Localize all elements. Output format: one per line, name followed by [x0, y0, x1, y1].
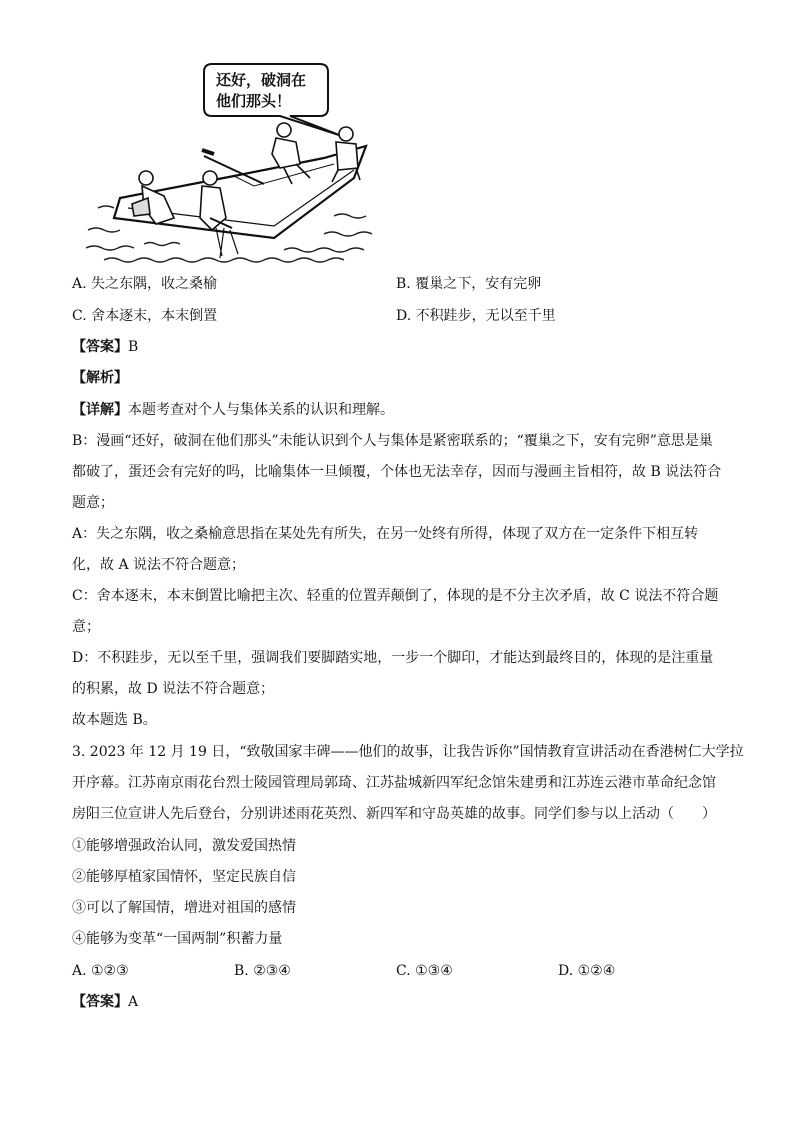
q3-answer-value: A	[128, 994, 139, 1010]
detail-text: 本题考查对个人与集体关系的认识和理解。	[128, 402, 394, 418]
q3-option-b: B. ②③④	[234, 963, 291, 979]
speech-bubble	[204, 64, 342, 136]
statement-2: ②能够厚植家国情怀，坚定民族自信	[72, 869, 296, 885]
option-d: D. 不积跬步，无以至千里	[396, 308, 556, 324]
conclusion-line: 故本题选 B。	[72, 712, 157, 728]
speech-text-line-2: 他们那头！	[216, 92, 292, 110]
cartoon-illustration	[84, 58, 380, 266]
analysis-line	[72, 368, 128, 388]
option-c: C. 舍本逐末，本末倒置	[72, 308, 218, 324]
analysis-paragraph-line: A：失之东隅，收之桑榆意思指在某处先有所失，在另一处终有所得，体现了双方在一定条件下相互转	[72, 526, 699, 542]
detail-line	[72, 400, 394, 420]
q3-answer-tag: 【答案】	[72, 994, 128, 1010]
answer-tag: 【答案】	[72, 339, 128, 355]
analysis-paragraph-line: 的积累，故 D 说法不符合题意；	[72, 681, 275, 697]
analysis-paragraph-line: 化，故 A 说法不符合题意；	[72, 557, 246, 573]
speech-text-line-1: 还好，破洞在	[216, 71, 307, 89]
q3-answer-line	[72, 992, 138, 1012]
analysis-paragraph-line: 题意；	[72, 495, 114, 511]
analysis-tag: 【解析】	[72, 370, 128, 386]
answer-line	[72, 337, 138, 357]
q3-option-c: C. ①③④	[396, 963, 453, 979]
analysis-paragraph-line: C：舍本逐末，本末倒置比喻把主次、轻重的位置弄颠倒了，体现的是不分主次矛盾，故 C 说法不符合题	[72, 588, 719, 604]
statement-1: ①能够增强政治认同，激发爱国热情	[72, 838, 296, 854]
question-3-stem: 3. 2023 年 12 月 19 日，“致敬国家丰碑——他们的故事，让我告诉你”国情教育宣讲活动在香港树仁大学拉	[72, 744, 744, 760]
question-3-stem: 房阳三位宣讲人先后登台，分别讲述雨花英烈、新四军和守岛英雄的故事。同学们参与以上活动（ ）	[72, 806, 716, 822]
question-3-stem: 开序幕。江苏南京雨花台烈士陵园管理局郭琦、江苏盐城新四军纪念馆朱建勇和江苏连云港市革命纪念馆	[72, 775, 716, 791]
analysis-paragraph-line: 意；	[72, 619, 100, 635]
option-a: A. 失之东隅，收之桑榆	[72, 276, 218, 292]
analysis-paragraph-line: B：漫画“还好，破洞在他们那头”未能认识到个人与集体是紧密联系的；“覆巢之下，安有完卵”意思是巢	[72, 433, 713, 449]
analysis-paragraph-line: 都破了，蛋还会有完好的吗，比喻集体一旦倾覆，个体也无法幸存，因而与漫画主旨相符，故 B 说法符合	[72, 464, 722, 480]
q3-option-d: D. ①②④	[558, 963, 616, 979]
detail-tag: 【详解】	[72, 402, 128, 418]
q3-option-a: A. ①②③	[72, 963, 129, 979]
statement-4: ④能够为变革“一国两制”积蓄力量	[72, 931, 283, 947]
analysis-paragraph-line: D：不积跬步，无以至千里，强调我们要脚踏实地，一步一个脚印，才能达到最终目的，体现的是注重量	[72, 650, 714, 666]
statement-3: ③可以了解国情，增进对祖国的感情	[72, 900, 296, 916]
answer-value: B	[128, 339, 139, 355]
option-b: B. 覆巢之下，安有完卵	[396, 276, 542, 292]
